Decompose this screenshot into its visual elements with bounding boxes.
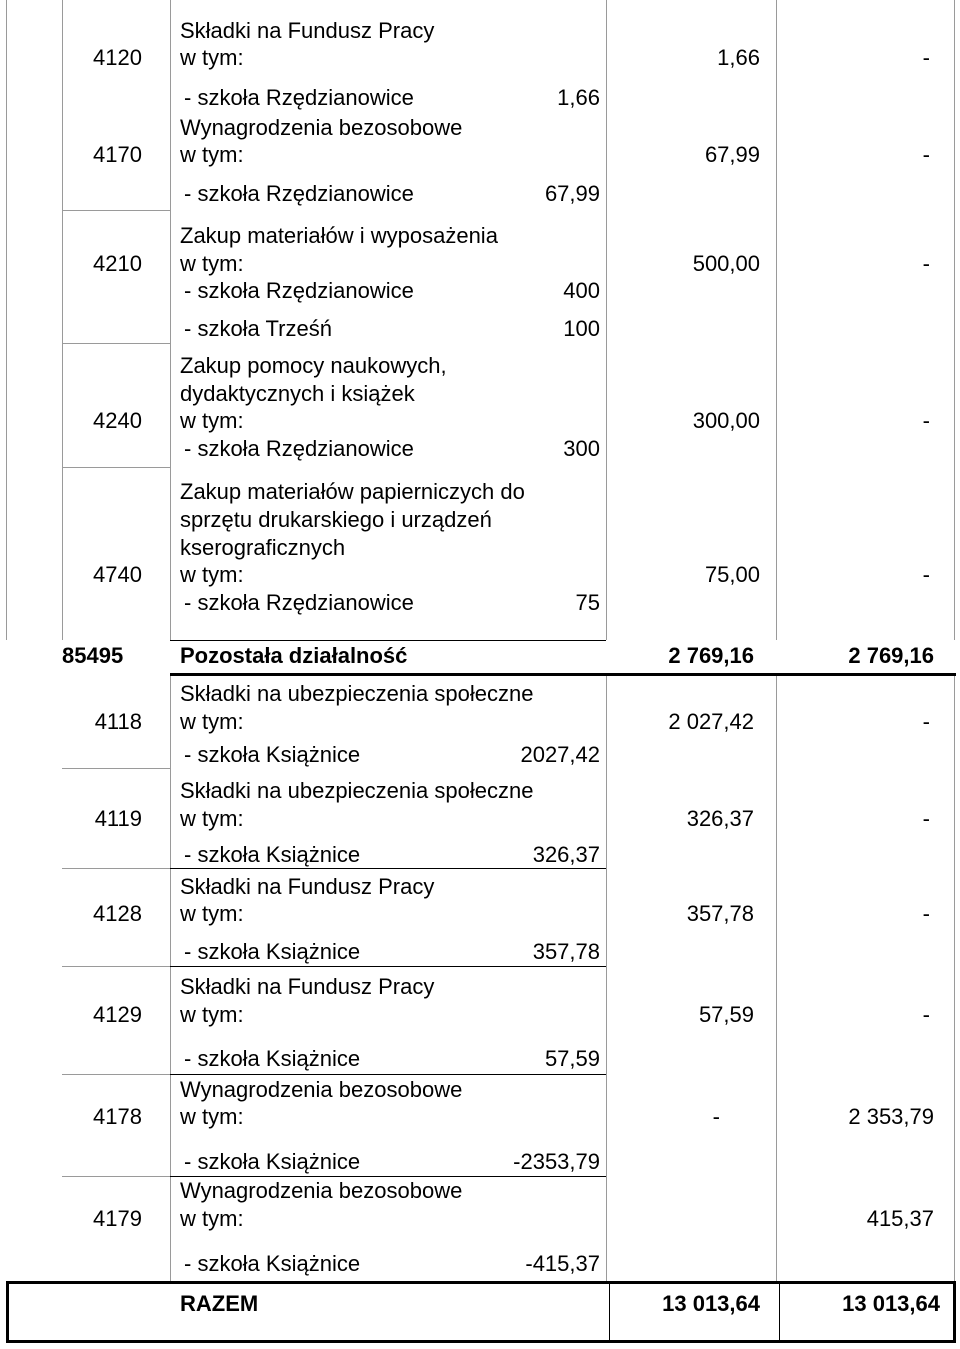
total-label: RAZEM xyxy=(180,1291,259,1316)
row-description: w tym: xyxy=(180,45,244,70)
grid-line xyxy=(62,343,170,344)
row-separator xyxy=(170,1074,606,1075)
row-description: kserograficznych xyxy=(180,535,346,560)
row-code: 4120 xyxy=(93,45,142,70)
grid-line xyxy=(606,676,607,1282)
row-description: w tym: xyxy=(180,1206,244,1231)
after-value: - xyxy=(922,709,930,734)
sub-item-value: 400 xyxy=(563,278,600,303)
plan-value: - xyxy=(712,1104,720,1129)
plan-value: 357,78 xyxy=(686,901,754,926)
grid-line xyxy=(62,768,170,769)
row-description: w tym: xyxy=(180,901,244,926)
grid-line xyxy=(170,0,171,640)
plan-value: 57,59 xyxy=(698,1002,754,1027)
grid-line xyxy=(62,467,170,468)
row-description: sprzętu drukarskiego i urządzeń xyxy=(180,507,492,532)
after-value: - xyxy=(922,251,930,276)
sub-item-value: 300 xyxy=(563,436,600,461)
sub-item-value: 357,78 xyxy=(532,939,600,964)
sub-item-value: 75 xyxy=(575,590,600,615)
sub-item-label: - szkoła Książnice xyxy=(184,939,361,964)
row-description: w tym: xyxy=(180,408,244,433)
plan-value: 1,66 xyxy=(717,45,760,70)
after-value: - xyxy=(922,45,930,70)
after-value: - xyxy=(922,408,930,433)
plan-value: 2 027,42 xyxy=(668,709,754,734)
sub-item-label: - szkoła Rzędzianowice xyxy=(184,181,414,206)
grid-line xyxy=(62,210,170,211)
after-value: - xyxy=(922,901,930,926)
sub-item-label: - szkoła Rzędzianowice xyxy=(184,436,414,461)
row-description: Zakup materiałów papierniczych do xyxy=(180,479,525,504)
grid-line xyxy=(954,0,955,640)
row-separator xyxy=(170,1176,606,1177)
row-description: Wynagrodzenia bezosobowe xyxy=(180,1077,463,1102)
grid-line xyxy=(170,676,171,1282)
row-description: Zakup materiałów i wyposażenia xyxy=(180,223,498,248)
after-value: - xyxy=(922,1002,930,1027)
section-top-rule xyxy=(170,640,606,641)
row-description: Składki na ubezpieczenia społeczne xyxy=(180,778,534,803)
row-description: Wynagrodzenia bezosobowe xyxy=(180,115,463,140)
row-description: Składki na Fundusz Pracy xyxy=(180,874,435,899)
row-description: Zakup pomocy naukowych, xyxy=(180,353,447,378)
row-code: 4170 xyxy=(93,142,142,167)
sub-item-label: - szkoła Książnice xyxy=(184,1149,361,1174)
after-value: - xyxy=(922,806,930,831)
row-description: dydaktycznych i książek xyxy=(180,381,415,406)
row-code: 4119 xyxy=(94,806,142,831)
row-description: w tym: xyxy=(180,1002,244,1027)
total-after-value: 13 013,64 xyxy=(842,1291,940,1316)
row-code: 4240 xyxy=(93,408,142,433)
section-plan-value: 2 769,16 xyxy=(668,643,754,668)
sub-item-value: 2027,42 xyxy=(520,742,600,767)
grid-line xyxy=(62,1074,170,1075)
sub-item-label: - szkoła Książnice xyxy=(184,1251,361,1276)
row-separator xyxy=(170,966,606,967)
row-code: 4129 xyxy=(93,1002,142,1027)
sub-item-value: 326,37 xyxy=(532,842,600,867)
row-description: w tym: xyxy=(180,709,244,734)
sub-item-value: 57,59 xyxy=(544,1046,600,1071)
sub-item-label: - szkoła Książnice xyxy=(184,742,361,767)
sub-item-value: 100 xyxy=(563,316,600,341)
row-description: w tym: xyxy=(180,251,244,276)
row-description: Wynagrodzenia bezosobowe xyxy=(180,1178,463,1203)
sub-item-value: -2353,79 xyxy=(513,1149,600,1174)
sub-item-label: - szkoła Książnice xyxy=(184,842,361,867)
sub-item-label: - szkoła Rzędzianowice xyxy=(184,590,414,615)
section-title: Pozostała działalność xyxy=(180,643,408,668)
row-code: 4118 xyxy=(94,709,142,734)
after-value: 415,37 xyxy=(866,1206,934,1231)
plan-value: 300,00 xyxy=(692,408,760,433)
grid-line xyxy=(954,676,955,1282)
row-description: Składki na Fundusz Pracy xyxy=(180,18,435,43)
row-description: w tym: xyxy=(180,1104,244,1129)
after-value: 2 353,79 xyxy=(848,1104,934,1129)
grid-line xyxy=(606,0,607,640)
plan-value: 326,37 xyxy=(686,806,754,831)
after-value: - xyxy=(922,142,930,167)
after-value: - xyxy=(922,562,930,587)
row-code: 4740 xyxy=(93,562,142,587)
row-code: 4128 xyxy=(93,901,142,926)
sub-item-label: - szkoła Rzędzianowice xyxy=(184,278,414,303)
grid-line xyxy=(776,0,777,640)
sub-item-value: 1,66 xyxy=(557,85,600,110)
grid-line xyxy=(62,966,170,967)
sub-item-value: 67,99 xyxy=(544,181,600,206)
row-code: 4178 xyxy=(93,1104,142,1129)
sub-item-label: - szkoła Rzędzianowice xyxy=(184,85,414,110)
row-code: 4210 xyxy=(93,251,142,276)
row-code: 4179 xyxy=(93,1206,142,1231)
grid-line xyxy=(776,676,777,1282)
grid-line xyxy=(62,1176,170,1177)
row-description: w tym: xyxy=(180,562,244,587)
section-bottom-rule xyxy=(170,673,956,676)
section-after-value: 2 769,16 xyxy=(848,643,934,668)
total-plan-value: 13 013,64 xyxy=(662,1291,760,1316)
row-description: Składki na Fundusz Pracy xyxy=(180,974,435,999)
row-description: w tym: xyxy=(180,806,244,831)
grid-line xyxy=(62,0,63,640)
row-description: w tym: xyxy=(180,142,244,167)
grid-line xyxy=(6,0,7,640)
sub-item-label: - szkoła Książnice xyxy=(184,1046,361,1071)
section-code: 85495 xyxy=(62,643,124,668)
plan-value: 67,99 xyxy=(704,142,760,167)
row-description: Składki na ubezpieczenia społeczne xyxy=(180,681,534,706)
row-separator xyxy=(170,868,606,869)
sub-item-label: - szkoła Trześń xyxy=(184,316,332,341)
plan-value: 500,00 xyxy=(692,251,760,276)
plan-value: 75,00 xyxy=(704,562,760,587)
grid-line xyxy=(62,868,170,869)
sub-item-value: -415,37 xyxy=(525,1251,600,1276)
